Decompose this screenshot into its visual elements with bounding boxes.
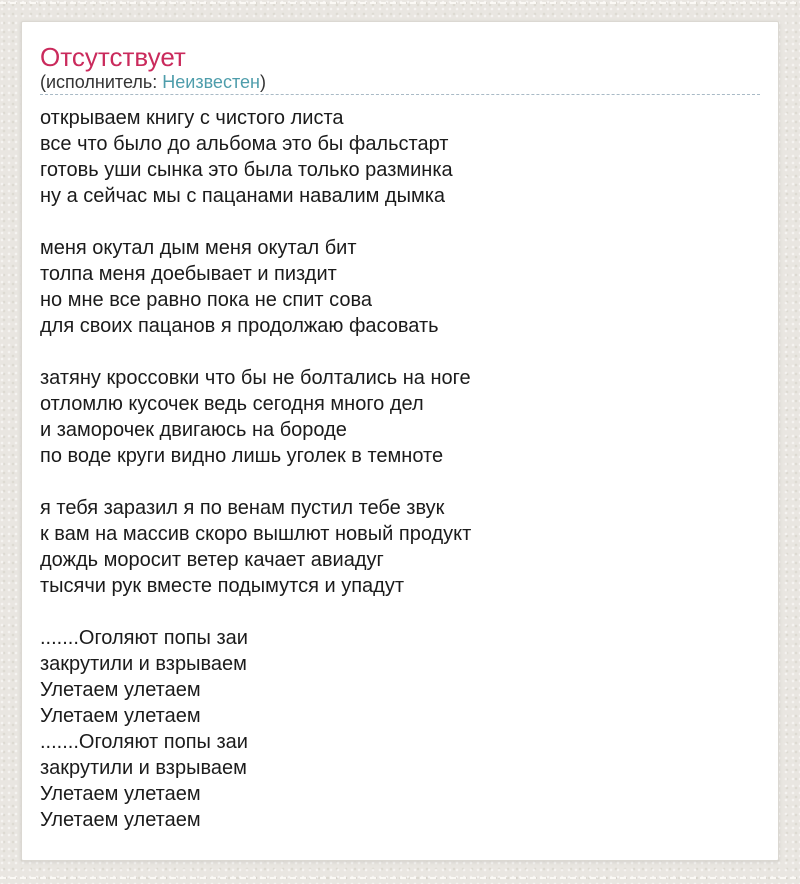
lyric-line: меня окутал дым меня окутал бит <box>40 237 357 259</box>
lyric-line: и заморочек двигаюсь на бороде <box>40 419 347 441</box>
artist-prefix: (исполнитель: <box>40 72 163 92</box>
lyrics <box>40 95 760 833</box>
lyric-line: затяну кроссовки что бы не болтались на ноге <box>40 367 471 389</box>
stitch-line-top <box>0 2 800 4</box>
lyric-line: .......Оголяют попы заи <box>40 731 248 753</box>
stanza-gap <box>40 599 760 625</box>
song-title: Отсутствует <box>40 42 186 72</box>
stanza-gap <box>40 339 760 365</box>
stanza-gap <box>40 209 760 235</box>
lyric-line: дождь моросит ветер качает авиадуг <box>40 549 384 571</box>
lyric-line: Улетаем улетаем <box>40 783 201 805</box>
lyric-line: для своих пацанов я продолжаю фасовать <box>40 315 439 337</box>
lyric-line: открываем книгу с чистого листа <box>40 107 344 129</box>
artist-link[interactable]: Неизвестен <box>162 72 260 92</box>
artist-line <box>40 72 760 95</box>
lyrics-card <box>21 21 779 861</box>
stanza-gap <box>40 469 760 495</box>
lyric-line: по воде круги видно лишь уголек в темноте <box>40 445 444 467</box>
lyric-line: тысячи рук вместе подымутся и упадут <box>40 575 404 597</box>
artist-suffix: ) <box>259 72 266 92</box>
lyric-line: .......Оголяют попы заи <box>40 627 248 649</box>
lyric-line: Улетаем улетаем <box>40 809 201 831</box>
lyric-line: закрутили и взрываем <box>40 653 247 675</box>
lyric-line: толпа меня доебывает и пиздит <box>40 263 337 285</box>
lyric-line: Улетаем улетаем <box>40 705 201 727</box>
lyric-line: закрутили и взрываем <box>40 757 247 779</box>
lyric-line: все что было до альбома это бы фальстарт <box>40 133 449 155</box>
lyric-line: но мне все равно пока не спит сова <box>40 289 373 311</box>
card-content <box>22 22 778 833</box>
lyric-line: Улетаем улетаем <box>40 679 201 701</box>
lyric-line: ну а сейчас мы с пацанами навалим дымка <box>40 185 446 207</box>
lyric-line: отломлю кусочек ведь сегодня много дел <box>40 393 424 415</box>
stitch-line-bottom <box>0 877 800 879</box>
lyric-line: я тебя заразил я по венам пустил тебе звук <box>40 497 445 519</box>
lyric-line: готовь уши сынка это была только разминка <box>40 159 453 181</box>
lyric-line: к вам на массив скоро вышлют новый продукт <box>40 523 472 545</box>
